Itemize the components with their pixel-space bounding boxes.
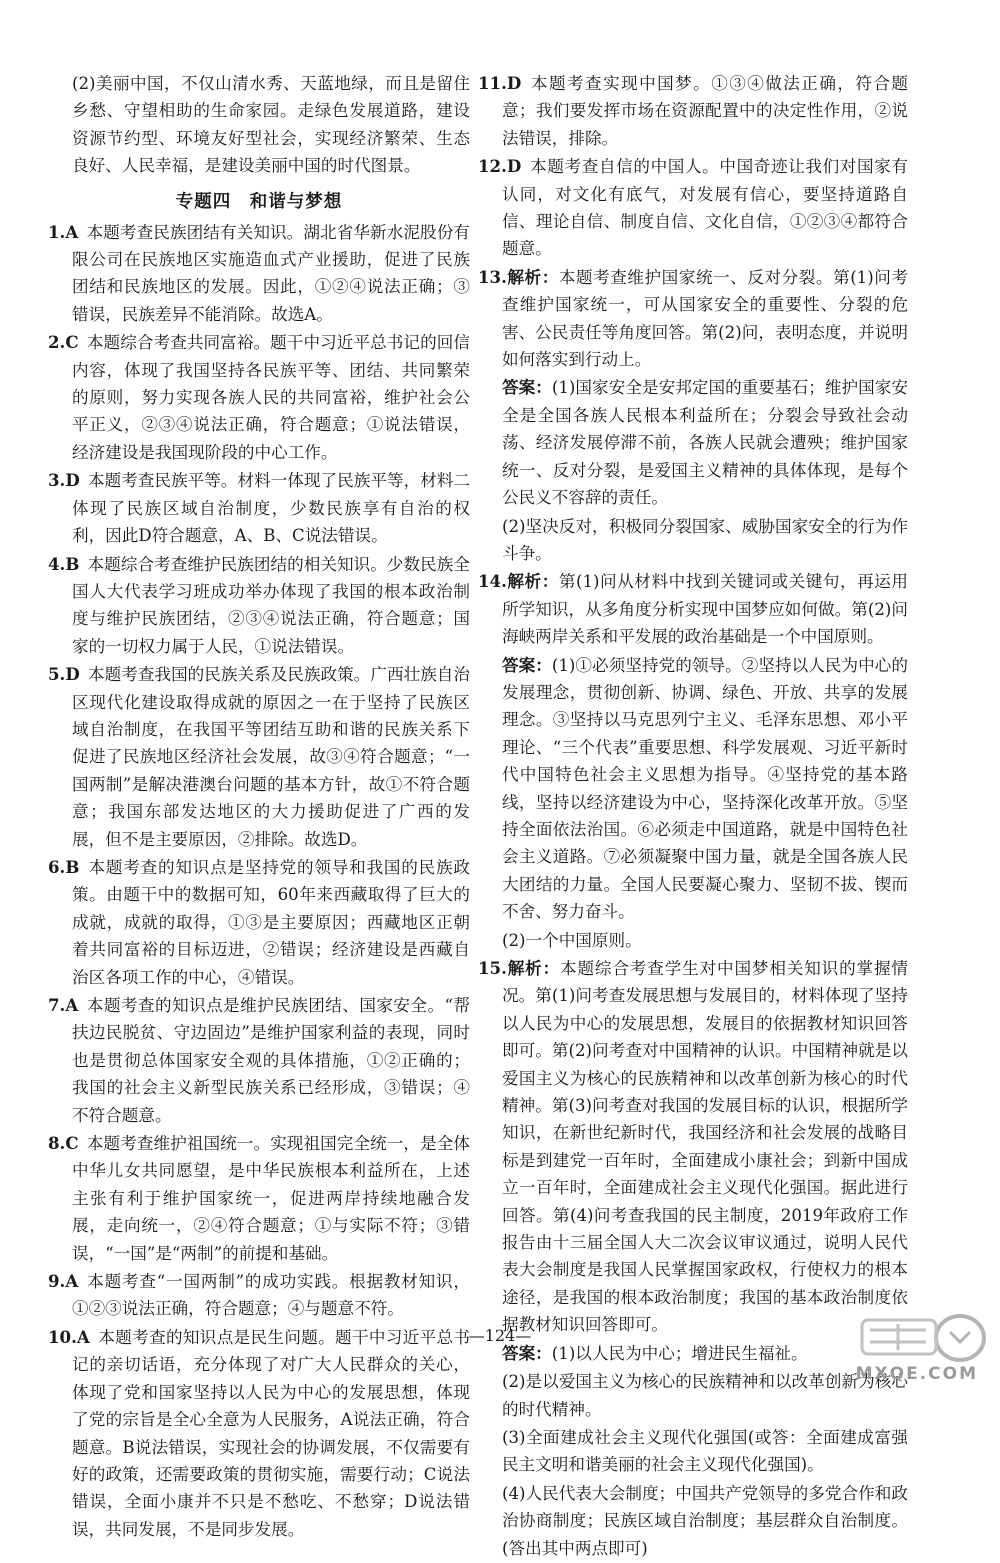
item-number: 2.C <box>48 332 79 353</box>
item-number: 8.C <box>48 1133 79 1154</box>
item-number: 7.A <box>48 995 79 1015</box>
left-answer-item <box>48 1130 470 1267</box>
left-answer-item <box>48 1268 470 1323</box>
left-answer-item <box>48 329 470 466</box>
right-answer-list <box>478 70 908 263</box>
item-number: 12.D <box>478 156 522 177</box>
item-text: 本题综合考查维护民族团结的相关知识。少数民族全国人大代表学习班成功举办体现了我国的根本政治制度与维护民族团结，②③④说法正确，符合题意；国家的一切权力属于人民，①说法错误。 <box>72 554 470 656</box>
item-text: 本题考查民族平等。材料一体现了民族平等，材料二体现了民族区域自治制度，少数民族享有自治的权利，因此D符合题意，A、B、C说法错误。 <box>72 471 470 546</box>
q15-answer-1: 答案：(1)以人民为中心；增进民生福祉。 <box>502 1342 808 1363</box>
q15-answer-3: (3)全面建成社会主义现代化强国(或答：全面建成富强民主文明和谐美丽的社会主义现代化强国)。 <box>502 1427 908 1475</box>
item-text: 本题综合考查共同富裕。题干中习近平总书记的回信内容，体现了我国坚持各民族平等、团结、共同繁荣的原则，努力实现各族人民的共同富裕，维护社会公平正义，②③④说法正确，符合题意；①说法错误，经济建设是我国现阶段的中心工作。 <box>72 333 470 462</box>
q14-answer-2: (2)一个中国原则。 <box>502 930 642 950</box>
left-answer-item <box>48 992 470 1129</box>
left-answer-item <box>48 661 470 853</box>
item-text: 本题考查维护祖国统一。实现祖国完全统一，是全体中华儿女共同愿望，是中华民族根本利益所在，上述主张有利于维护国家统一，促进两岸持续地融合发展，走向统一，②④符合题意；①与实际不符；③错误，“一国”是“两制”的前提和基础。 <box>72 1134 470 1263</box>
q13-answer-2: (2)坚决反对，积极同分裂国家、威胁国家安全的行为作斗争。 <box>502 516 908 563</box>
q13-analysis: 13.解析：本题考查维护国家统一、反对分裂。第(1)问考查维护国家统一，可从国家安全的重要性、分裂的危害、公民责任等角度回答。第(2)问，表明态度，并说明如何落实到行动上。 <box>478 266 908 370</box>
left-answer-item <box>48 854 470 991</box>
item-number: 3.D <box>48 470 80 491</box>
right-answer-item <box>478 153 908 263</box>
section-title: 专题四 和谐与梦想 <box>175 191 343 212</box>
left-answer-item <box>48 219 470 329</box>
item-text: 本题考查的知识点是坚持党的领导和我国的民族政策。由题干中的数据可知，60年来西藏取得了巨大的成就，成就的取得，①③是主要原因；西藏地区正朝着共同富裕的目标迈进，②错误；经济建设是西藏自治区各项工作的中心，④错误。 <box>72 857 470 987</box>
q14-answer-1: 答案：(1)①必须坚持党的领导。②坚持以人民为中心的发展理念，贯彻创新、协调、绿色、开放、共享的发展理念。③坚持以马克思列宁主义、毛泽东思想、邓小平理论、“三个代表”重要思想、科学发展观、习近平新时代中国特色社会主义思想为指导。④坚持党的基本路线，坚持以经济建设为中心，坚持深化改革开放。⑤坚持全面依法治国。⑥必须走中国道路，就是中国特色社会主义道路。⑦必须凝聚中国力量，就是全国各族人民大团结的力量。全国人民要凝心聚力、坚韧不拔、锲而不舍、努力奋斗。 <box>502 654 908 922</box>
q15-analysis: 15.解析：本题综合考查学生对中国梦相关知识的掌握情况。第(1)问考查发展思想与发展目的，材料体现了坚持以人民为中心的发展思想，发展目的依据教材知识回答即可。第(2)问考查对中国精神的认识。中国精神就是以爱国主义为核心的民族精神和以改革创新为核心的时代精神。第(3)问考查对我国的发展目标的认识，根据所学知识，在新世纪新时代，我国经济和社会发展的战略目标是到建党一百年时，全面建成小康社会；到新中国成立一百年时，全面建成社会主义现代化强国。据此进行回答。第(4)问考查我国的民主制度，2019年政府工作报告由十三届全国人大二次会议审议通过，说明人民代表大会制度是我国人民掌握国家政权，行使权力的根本途径，是我国的根本政治制度；我国的基本政治制度依据教材知识回答即可。 <box>478 958 909 1335</box>
item-number: 9.A <box>48 1271 79 1292</box>
left-answer-item <box>48 467 470 549</box>
item-text: 本题考查的知识点是维护民族团结、国家安全。“帮扶边民脱贫、守边固边”是维护国家利益的表现，同时也是贯彻总体国家安全观的具体措施，①②正确的；我国的社会主义新型民族关系已经形成，③错误；④不符合题意。 <box>72 996 470 1125</box>
left-answer-item <box>48 1324 470 1543</box>
q15-answer-2: (2)是以爱国主义为核心的民族精神和以改革创新为核心的时代精神。 <box>502 1372 908 1419</box>
watermark-text: MXQE.COM <box>855 1364 978 1384</box>
item-text: 本题考查实现中国梦。①③④做法正确，符合题意；我们要发挥市场在资源配置中的决定性作用，②说法错误，排除。 <box>502 74 908 148</box>
item-text: 本题考查自信的中国人。中国奇迹让我们对国家有认同，对文化有底气，对发展有信心，要坚持道路自信、理论自信、制度自信、文化自信，①②③④都符合题意。 <box>502 157 908 259</box>
intro-paragraph: (2)美丽中国，不仅山清水秀、天蓝地绿，而且是留住乡愁、守望相助的生命家园。走绿色发展道路，建设资源节约型、环境友好型社会，实现经济繁荣、生态良好、人民幸福，是建设美丽中国的时代图景。 <box>72 74 470 176</box>
item-number: 4.B <box>48 553 80 574</box>
item-number: 10.A <box>48 1326 90 1347</box>
q15-answer-4: (4)人民代表大会制度；中国共产党领导的多党合作和政治协商制度；民族区域自治制度；基层群众自治制度。(答出其中两点即可) <box>502 1483 908 1558</box>
left-answer-item <box>48 551 470 661</box>
left-column <box>48 70 470 1544</box>
right-answer-item <box>478 70 908 152</box>
item-text: 本题考查民族团结有关知识。湖北省华新水泥股份有限公司在民族地区实施造血式产业援助，促进了民族团结和民族地区的发展。因此，①②④说法正确；③错误，民族差异不能消除。故选A。 <box>72 222 470 324</box>
item-number: 6.B <box>48 856 80 877</box>
q14-analysis: 14.解析：第(1)问从材料中找到关键词或关键句，再运用所学知识，从多角度分析实现中国梦应如何做。第(2)问海峡两岸关系和平发展的政治基础是一个中国原则。 <box>478 571 908 647</box>
watermark-logo <box>842 1308 992 1390</box>
item-number: 11.D <box>478 73 522 93</box>
item-text: 本题考查我国的民族关系及民族政策。广西壮族自治区现代化建设取得成就的原因之一在于坚持了民族区域自治制度，在我国平等团结互助和谐的民族关系下促进了民族地区经济社会发展，故③④符合题意；“一国两制”是解决港澳台问题的基本方针，故①不符合题意；我国东部发达地区的大力援助促进了广西的发展，但不是主要原因，②排除。故选D。 <box>72 665 470 849</box>
item-number: 5.D <box>48 664 80 685</box>
page-number: —124— <box>468 1326 532 1345</box>
q13-answer-1: 答案：(1)国家安全是安邦定国的重要基石；维护国家安全是全国各族人民根本利益所在；分裂会导致社会动荡、经济发展停滞不前，各族人民就会遭殃；维护国家统一、反对分裂，是爱国主义精神的具体体现，是每个公民义不容辞的责任。 <box>502 377 908 508</box>
item-text: 本题考查“一国两制”的成功实践。根据教材知识，①②③说法正确，符合题意；④与题意不符。 <box>72 1272 470 1319</box>
item-number: 1.A <box>48 221 79 242</box>
item-text: 本题考查的知识点是民生问题。题干中习近平总书记的亲切话语，充分体现了对广大人民群众的关心，体现了党和国家坚持以人民为中心的发展思想，体现了党的宗旨是全心全意为人民服务，A说法正确，符合题意。B说法错误，实现社会的协调发展，不仅需要有好的政策，还需要政策的贯彻实施，需要行动；C说法错误，全面小康并不只是不愁吃、不愁穿；D说法错误，共同发展，不是同步发展。 <box>72 1327 470 1539</box>
